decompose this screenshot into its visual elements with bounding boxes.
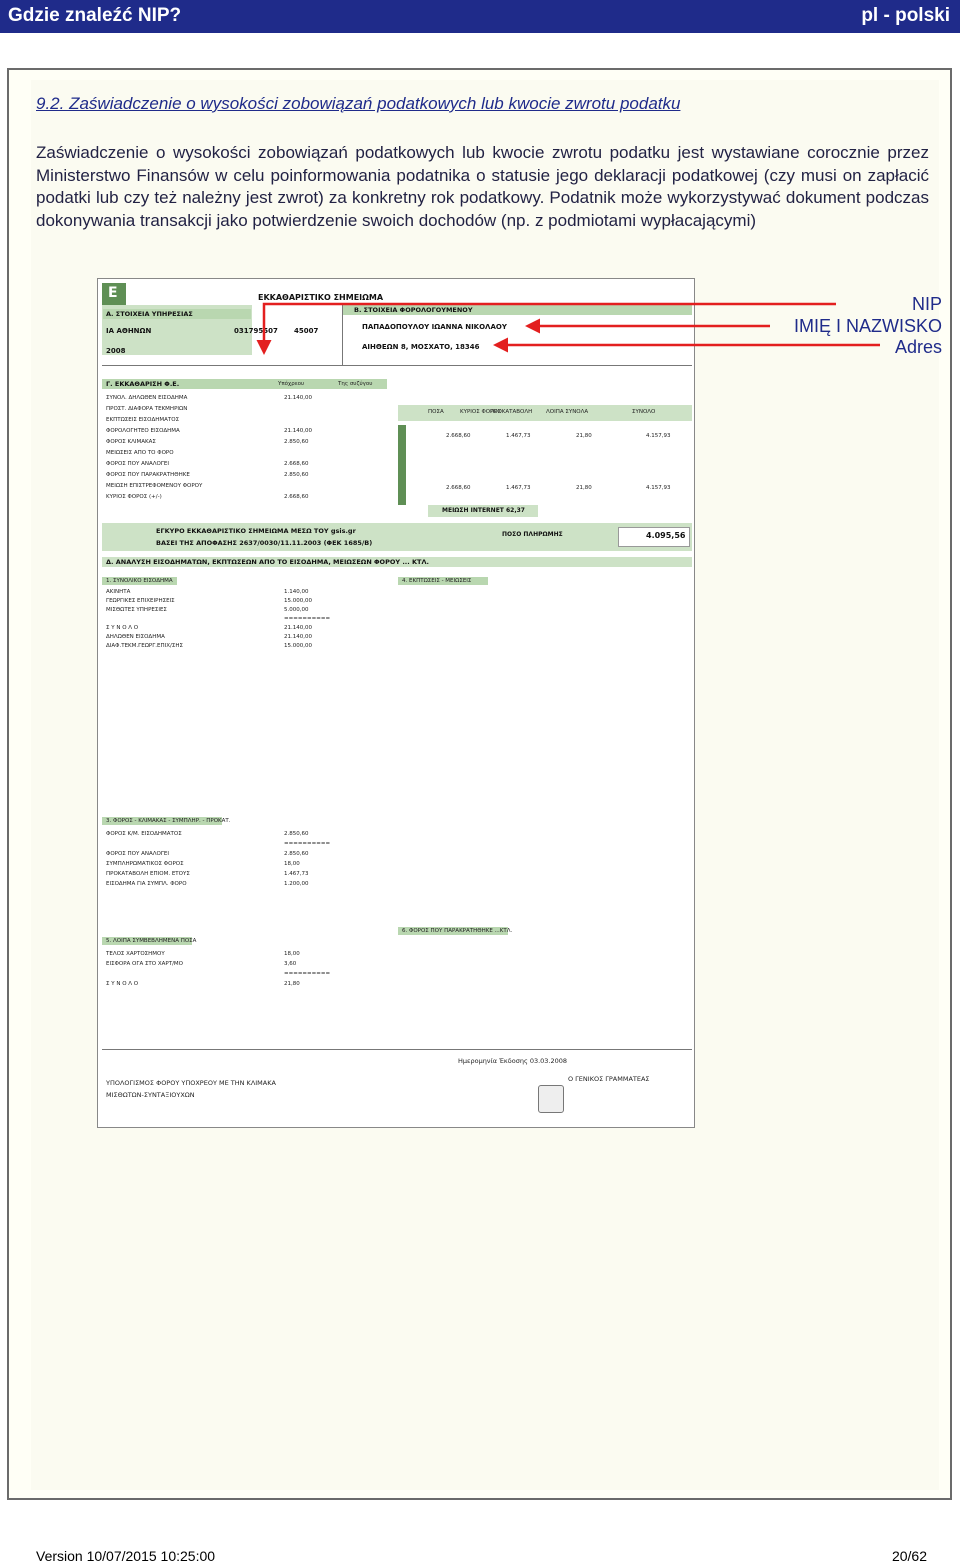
annotation-address: Adres [894,337,942,357]
footer-page-number: 20/62 [891,1548,927,1564]
tax-row-value: 2.850,60 [284,831,309,837]
office-name: ΙΑ ΑΘΗΝΩΝ [106,327,152,335]
income-row-value: 5.000,00 [284,607,309,613]
g-row-value: 2.668,60 [284,461,309,467]
issue-date: Ημερομηνία Έκδοσης 03.03.2008 [458,1057,568,1065]
document-number: 45007 [294,327,319,335]
signatory: Ο ΓΕΝΙΚΟΣ ΓΡΑΜΜΑΤΕΑΣ [568,1075,650,1083]
section-heading: 9.2. Zaświadczenie o wysokości zobowiązań podatkowych lub kwocie zwrotu podatku [36,94,681,113]
top-banner [0,0,960,33]
tax-row-label: ΠΡΟΚΑΤΑΒΟΛΗ ΕΠΙΟΜ. ΕΤΟΥΣ [106,871,190,877]
income-row-value: 15.000,00 [284,598,312,604]
tax-row-label: ΣΥΜΠΛΗΡΩΜΑΤΙΚΟΣ ΦΟΡΟΣ [106,861,184,867]
income-title: 1. ΣΥΝΟΛΙΚΟ ΕΙΣΟΔΗΜΑ [106,578,173,584]
g-row-label: ΣΥΝΟΛ. ΔΗΛΩΘΕΝ ΕΙΣΟΔΗΜΑ [106,395,188,401]
table-header: ΣΥΝΟΛΟ [632,409,656,415]
annotation-name: IMIĘ I NAZWISKO [793,316,942,336]
banner-language: pl - polski [861,5,950,26]
official-seal [538,1085,564,1113]
tax-row-value: 2.850,60 [284,851,309,857]
analysis-title: Δ. ΑΝΑΛΥΣΗ ΕΙΣΟΔΗΜΑΤΩΝ, ΕΚΠΤΩΣΕΩΝ ΑΠΟ ΤΟ ΕΙΣΟΔΗΜΑ, ΜΕΙΩΣΕΩΝ ΦΟΡΟΥ ... ΚΤΛ. [106,558,429,566]
other-row-label: Σ Υ Ν Ο Λ Ο [106,981,139,987]
g-row-label: ΦΟΡΟΛΟΓΗΤΕΟ ΕΙΣΟΔΗΜΑ [106,428,180,434]
income-row-value: 21.140,00 [284,625,312,631]
g-row-value: 21.140,00 [284,395,312,401]
table-cell: 1.467,73 [506,485,531,491]
tax-row-value: ========== [284,841,331,847]
g-row-value: 2.850,60 [284,439,309,445]
g-row-label: ΦΟΡΟΣ ΠΟΥ ΠΑΡΑΚΡΑΤΗΘΗΚΕ [106,472,190,478]
g-row-label: ΚΥΡΙΟΣ ΦΟΡΟΣ (+/-) [106,494,162,500]
summary-line-2: ΒΑΣΕΙ ΤΗΣ ΑΠΟΦΑΣΗΣ 2637/0030/11.11.2003 (ΦΕΚ 1685/Β) [156,539,373,547]
g-row-label: ΜΕΙΩΣΕΙΣ ΑΠΟ ΤΟ ΦΟΡΟ [106,450,174,456]
tax-row-value: 1.200,00 [284,881,309,887]
g-row-value: 2.668,60 [284,494,309,500]
section-a-title: Α. ΣΤΟΙΧΕΙΑ ΥΠΗΡΕΣΙΑΣ [106,310,193,318]
table-header: ΠΟΣΑ [428,409,444,415]
table-cell: 21,80 [576,485,592,491]
payable-amount: 4.095,56 [646,531,686,540]
other-row-value: ========== [284,971,331,977]
tax-document-image: E ΕΚΚΑΘΑΡΙΣΤΙΚΟ ΣΗΜΕΙΩΜΑ Α. ΣΤΟΙΧΕΙΑ ΥΠΗΡΕΣΙΑΣ ΙΑ ΑΘΗΝΩΝ 2008 031795507 45007 Β. ΣΤΟΙΧΕΙΑ ΦΟΡΟΛΟΓΟΥΜΕΝΟΥ ΠΑΠΑΔΟΠΟΥΛΟΥ ΙΩΑΝΝΑ ΝΙΚΟΛΑΟΥ ΑΙΗΘΕΩΝ 8, ΜΟΣΧΑΤΟ, 18346 Γ. ΕΚΚΑΘΑΡΙΣΗ Φ.Ε. Υπόχρεου Της συζύγου ΣΥΝΟΛ. ΔΗΛΩΘΕΝ ΕΙΣΟΔΗΜΑ 21.140,00 ΠΡΟΣΤ. ΔΙΑΦΟΡΑ ΤΕΚΜΗΡΙΩΝ ΕΚΠΤΩΣΕΙΣ ΕΙΣΟΔΗΜΑΤΟΣ ΦΟΡΟΛΟΓΗΤΕΟ ΕΙΣΟΔΗΜΑ 21.140,00 ΦΟΡΟΣ ΚΛΙΜΑΚΑΣ 2.850,60 ΜΕΙΩΣΕΙΣ ΑΠΟ ΤΟ ΦΟΡΟ ΦΟΡΟΣ ΠΟΥ ΑΝΑΛΟΓΕΙ 2.668,60 ΦΟΡΟΣ ΠΟΥ ΠΑΡΑΚΡΑΤΗΘΗΚΕ 2.850,60 ΜΕΙΩΣΗ ΕΠΙΣΤΡΕΦΟΜΕΝΟΥ ΦΟΡΟΥ ΚΥΡΙΟΣ ΦΟΡΟΣ (+/-) 2.668,60 ΠΟΣΑ ΚΥΡΙΟΣ ΦΟΡΟΣ ΠΡΟΚΑΤΑΒΟΛΗ ΛΟΙΠΑ ΣΥΝΟΛΑ ΣΥΝΟΛΟ 2.668,60 1.467,73 21,80 4.157,93 2.668,60 1.467,73 21,80 4.157,93 ΜΕΙΩΣΗ INTERNET 62,37 ΕΓΚΥΡΟ ΕΚΚΑΘΑΡΙΣΤΙΚΟ ΣΗΜΕΙΩΜΑ ΜΕΣΩ ΤΟΥ gsis.gr ΒΑΣΕΙ ΤΗΣ ΑΠΟΦΑΣΗΣ 2637/0030/11.11.2003 (ΦΕΚ 1685/Β) ΠΟΣΟ ΠΛΗΡΩΜΗΣ 4.095,56 Δ. ΑΝΑΛΥΣΗ ΕΙΣΟΔΗΜΑΤΩΝ, ΕΚΠΤΩΣΕΩΝ ΑΠΟ ΤΟ ΕΙΣΟΔΗΜΑ, ΜΕΙΩΣΕΩΝ ΦΟΡΟΥ ... ΚΤΛ. 1. ΣΥΝΟΛΙΚΟ ΕΙΣΟΔΗΜΑ 4. ΕΚΠΤΩΣΕΙΣ - ΜΕΙΩΣΕΙΣ ΑΚΙΝΗΤΑ 1.140,00 ΓΕΩΡΓΙΚΕΣ ΕΠΙΧΕΙΡΗΣΕΙΣ 15.000,00 ΜΙΣΘΩΤΕΣ ΥΠΗΡΕΣΙΕΣ 5.000,00 ========== Σ Υ Ν Ο Λ Ο 21.140,00 ΔΗΛΩΘΕΝ ΕΙΣΟΔΗΜΑ 21.140,00 ΔΙΑΦ.ΤΕΚΜ.ΓΕΩΡΓ.ΕΠΙΧ/ΣΗΣ 15.000,00 3. ΦΟΡΟΣ - ΚΛΙΜΑΚΑΣ - ΣΥΜΠΛΗΡ. - ΠΡΟΚΑΤ. ΦΟΡΟΣ Κ/Μ. ΕΙΣΟΔΗΜΑΤΟΣ 2.850,60 ========== ΦΟΡΟΣ ΠΟΥ ΑΝΑΛΟΓΕΙ 2.850,60 ΣΥΜΠΛΗΡΩΜΑΤΙΚΟΣ ΦΟΡΟΣ 18,00 ΠΡΟΚΑΤΑΒΟΛΗ ΕΠΙΟΜ. ΕΤΟΥΣ 1.467,73 ΕΙΣΟΔΗΜΑ ΓΙΑ ΣΥΜΠΛ. ΦΟΡΟ 1.200,00 5. ΛΟΙΠΑ ΣΥΜΒΕΒΛΗΜΕΝΑ ΠΟΣΑ 6. ΦΟΡΟΣ ΠΟΥ ΠΑΡΑΚΡΑΤΗΘΗΚΕ ...ΚΤΛ. ΤΕΛΟΣ ΧΑΡΤΟΣΗΜΟΥ 18,00 ΕΙΣΦΟΡΑ ΟΓΑ ΣΤΟ ΧΑΡΤ/ΜΟ 3,60 ========== Σ Υ Ν Ο Λ Ο 21,80 Ημερομηνία Έκδοσης 03.03.2008 Ο ΓΕΝΙΚΟΣ ΓΡΑΜΜΑΤΕΑΣ ΥΠΟΛΟΓΙΣΜΟΣ ΦΟΡΟΥ ΥΠΟΧΡΕΟΥ ΜΕ ΤΗΝ ΚΛΙΜΑΚΑ ΜΙΣΘΩΤΩΝ-ΣΥΝΤΑΞΙΟΥΧΩΝ [97,278,695,1128]
g-row-label: ΠΡΟΣΤ. ΔΙΑΦΟΡΑ ΤΕΚΜΗΡΙΩΝ [106,406,188,412]
other-row-value: 18,00 [284,951,300,957]
annotation-nip: NIP [911,294,942,314]
income-row-value: 15.000,00 [284,643,312,649]
footer-note-2: ΜΙΣΘΩΤΩΝ-ΣΥΝΤΑΞΙΟΥΧΩΝ [106,1091,195,1099]
other-row-label: ΤΕΛΟΣ ΧΑΡΤΟΣΗΜΟΥ [106,951,165,957]
table-cell: 2.668,60 [446,433,471,439]
g-row-label: ΜΕΙΩΣΗ ΕΠΙΣΤΡΕΦΟΜΕΝΟΥ ΦΟΡΟΥ [106,483,203,489]
section-g-title: Γ. ΕΚΚΑΘΑΡΙΣΗ Φ.Ε. [106,380,180,388]
table-header: ΠΡΟΚΑΤΑΒΟΛΗ [490,409,533,415]
g-row-label: ΦΟΡΟΣ ΚΛΙΜΑΚΑΣ [106,439,156,445]
afm-number: 031795507 [234,327,278,335]
section-paragraph: Zaświadczenie o wysokości zobowiązań podatkowych lub kwocie zwrotu podatku jest wystawiane corocznie przez Ministerstwo Finansów w celu poinformowania podatnika o statusie jego deklaracji podatkowej (czy musi on zapłacić podatki lub czy też należny jest zwrot) za konkretny rok podatkowy. Podatnik może wykorzystywać dokument podczas dokonywania transakcji jako potwierdzenie swoich dochodów (np. z podmiotami wypłacającymi) [36,143,929,230]
other-row-label: ΕΙΣΦΟΡΑ ΟΓΑ ΣΤΟ ΧΑΡΤ/ΜΟ [106,961,184,967]
income-row-label: ΔΗΛΩΘΕΝ ΕΙΣΟΔΗΜΑ [106,634,165,640]
tax-year: 2008 [106,347,126,355]
table-cell: 21,80 [576,433,592,439]
taxpayer-address: ΑΙΗΘΕΩΝ 8, ΜΟΣΧΑΤΟ, 18346 [362,343,480,351]
tax-row-label: ΦΟΡΟΣ Κ/Μ. ΕΙΣΟΔΗΜΑΤΟΣ [106,831,182,837]
section-b-title: Β. ΣΤΟΙΧΕΙΑ ΦΟΡΟΛΟΓΟΥΜΕΝΟΥ [354,306,473,314]
income-row-value: ========== [284,616,331,622]
payable-label: ΠΟΣΟ ΠΛΗΡΩΜΗΣ [502,531,563,538]
income-row-label: ΓΕΩΡΓΙΚΕΣ ΕΠΙΧΕΙΡΗΣΕΙΣ [106,598,175,604]
tax-row-label: ΕΙΣΟΔΗΜΑ ΓΙΑ ΣΥΜΠΛ. ΦΟΡΟ [106,881,187,887]
g-row-value: 2.850,60 [284,472,309,478]
internet-reduction: ΜΕΙΩΣΗ INTERNET 62,37 [442,507,525,514]
reductions-title: 4. ΕΚΠΤΩΣΕΙΣ - ΜΕΙΩΣΕΙΣ [402,578,472,584]
footer-note-1: ΥΠΟΛΟΓΙΣΜΟΣ ΦΟΡΟΥ ΥΠΟΧΡΕΟΥ ΜΕ ΤΗΝ ΚΛΙΜΑΚΑ [106,1079,276,1087]
income-row-label: ΔΙΑΦ.ΤΕΚΜ.ΓΕΩΡΓ.ΕΠΙΧ/ΣΗΣ [106,643,183,649]
table-cell: 4.157,93 [646,485,671,491]
taxpayer-name: ΠΑΠΑΔΟΠΟΥΛΟΥ ΙΩΑΝΝΑ ΝΙΚΟΛΑΟΥ [362,323,507,331]
other-row-value: 3,60 [284,961,297,967]
summary-line-1: ΕΓΚΥΡΟ ΕΚΚΑΘΑΡΙΣΤΙΚΟ ΣΗΜΕΙΩΜΑ ΜΕΣΩ ΤΟΥ gsis.gr [156,527,356,535]
income-row-label: ΜΙΣΘΩΤΕΣ ΥΠΗΡΕΣΙΕΣ [106,607,167,613]
g-row-value: 21.140,00 [284,428,312,434]
income-row-value: 1.140,00 [284,589,309,595]
other-right-title: 6. ΦΟΡΟΣ ΠΟΥ ΠΑΡΑΚΡΑΤΗΘΗΚΕ ...ΚΤΛ. [402,928,513,934]
table-cell: 4.157,93 [646,433,671,439]
tax-row-value: 1.467,73 [284,871,309,877]
other-row-value: 21,80 [284,981,300,987]
table-cell: 1.467,73 [506,433,531,439]
banner-title: Gdzie znaleźć NIP? [8,5,182,26]
table-header: ΛΟΙΠΑ ΣΥΝΟΛΑ [546,409,589,415]
tax-title: 3. ΦΟΡΟΣ - ΚΛΙΜΑΚΑΣ - ΣΥΜΠΛΗΡ. - ΠΡΟΚΑΤ. [106,818,231,824]
income-row-label: ΑΚΙΝΗΤΑ [106,589,131,595]
table-side-band [398,425,406,505]
tax-row-label: ΦΟΡΟΣ ΠΟΥ ΑΝΑΛΟΓΕΙ [106,851,169,857]
document-main-title: ΕΚΚΑΘΑΡΙΣΤΙΚΟ ΣΗΜΕΙΩΜΑ [258,293,384,302]
g-row-label: ΦΟΡΟΣ ΠΟΥ ΑΝΑΛΟΓΕΙ [106,461,169,467]
other-title: 5. ΛΟΙΠΑ ΣΥΜΒΕΒΛΗΜΕΝΑ ΠΟΣΑ [106,938,197,944]
footer-version: Version 10/07/2015 10:25:00 [36,1548,216,1564]
table-cell: 2.668,60 [446,485,471,491]
table-header: ΚΥΡΙΟΣ ΦΟΡΟΣ [460,409,502,415]
g-row-label: ΕΚΠΤΩΣΕΙΣ ΕΙΣΟΔΗΜΑΤΟΣ [106,417,180,423]
tax-row-value: 18,00 [284,861,300,867]
income-row-value: 21.140,00 [284,634,312,640]
income-row-label: Σ Υ Ν Ο Λ Ο [106,625,139,631]
